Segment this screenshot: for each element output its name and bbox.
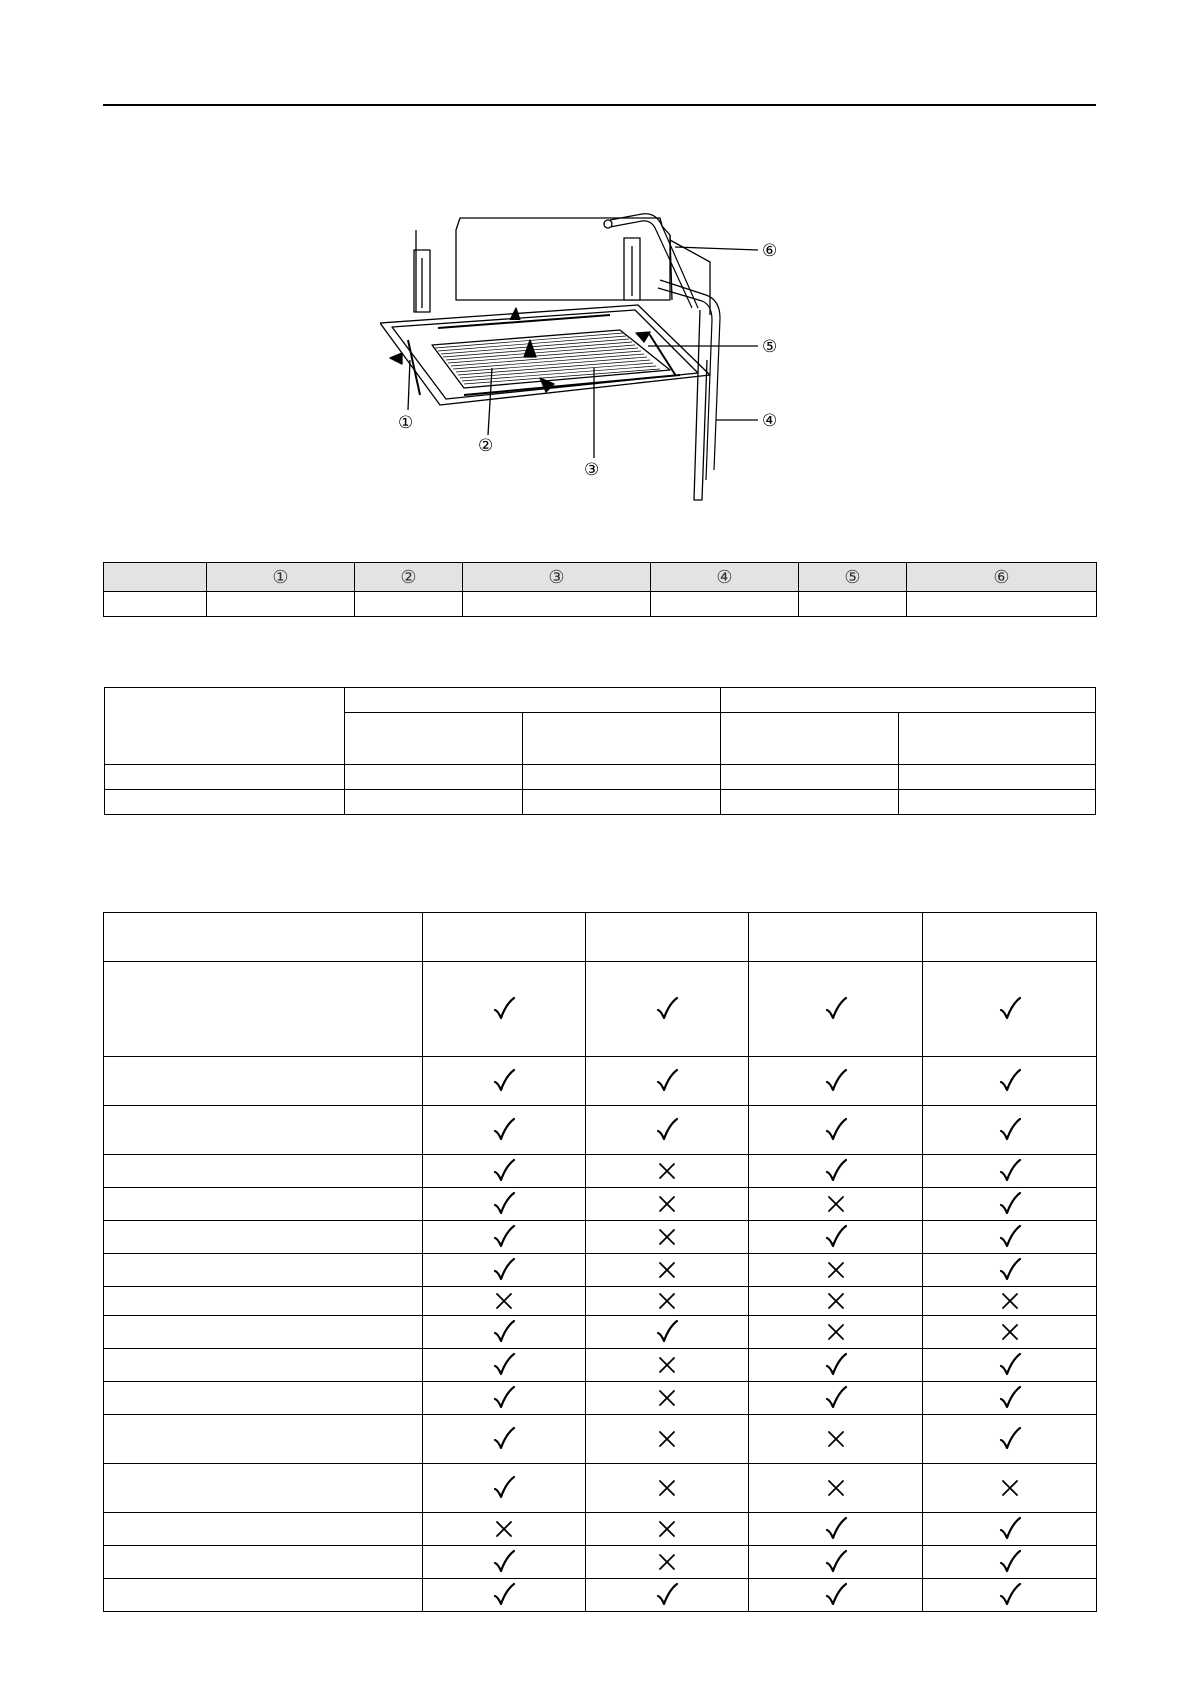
parts-body-row xyxy=(104,592,1097,617)
spec-group-header xyxy=(721,688,1096,713)
function-label xyxy=(104,1155,423,1188)
cross-icon xyxy=(655,1257,679,1283)
cross-icon xyxy=(998,1288,1022,1314)
cross-icon xyxy=(655,1288,679,1314)
cross-icon xyxy=(824,1288,848,1314)
check-icon xyxy=(998,1068,1022,1094)
function-cell xyxy=(749,1546,923,1579)
check-icon xyxy=(998,1582,1022,1608)
cross-icon xyxy=(824,1191,848,1217)
check-icon xyxy=(492,1352,516,1378)
function-cell xyxy=(749,1316,923,1349)
function-cell xyxy=(586,1513,749,1546)
function-cell xyxy=(423,1513,586,1546)
check-icon xyxy=(655,996,679,1022)
function-row xyxy=(104,1254,1097,1287)
function-cell xyxy=(423,1057,586,1106)
function-cell xyxy=(923,1106,1097,1155)
function-cell xyxy=(586,1415,749,1464)
spec-cell xyxy=(523,790,721,815)
function-cell xyxy=(923,1382,1097,1415)
function-label xyxy=(104,1349,423,1382)
check-icon xyxy=(492,1475,516,1501)
cross-icon xyxy=(655,1385,679,1411)
function-cell xyxy=(923,1579,1097,1612)
function-label xyxy=(104,1057,423,1106)
function-cell xyxy=(749,1382,923,1415)
parts-header-cell: ⑥ xyxy=(907,563,1097,592)
function-cell xyxy=(749,1579,923,1612)
function-cell xyxy=(423,1221,586,1254)
spec-cell xyxy=(105,765,345,790)
function-row xyxy=(104,1188,1097,1221)
function-row xyxy=(104,1221,1097,1254)
spec-row xyxy=(105,790,1096,815)
function-label xyxy=(104,1316,423,1349)
check-icon xyxy=(824,1516,848,1542)
function-cell xyxy=(586,1349,749,1382)
spec-cell xyxy=(721,765,899,790)
check-icon xyxy=(998,1158,1022,1184)
cross-icon xyxy=(824,1426,848,1452)
callout-1: ① xyxy=(398,413,414,433)
function-header-row xyxy=(104,913,1097,962)
parts-header-cell: ① xyxy=(207,563,355,592)
function-cell xyxy=(749,1287,923,1316)
cross-icon xyxy=(655,1352,679,1378)
function-cell xyxy=(586,1188,749,1221)
cross-icon xyxy=(655,1224,679,1250)
cross-icon xyxy=(824,1475,848,1501)
check-icon xyxy=(492,1068,516,1094)
function-header-cell xyxy=(423,913,586,962)
function-cell xyxy=(423,1382,586,1415)
cross-icon xyxy=(998,1475,1022,1501)
function-label xyxy=(104,1287,423,1316)
function-label xyxy=(104,1579,423,1612)
parts-cell xyxy=(207,592,355,617)
spec-corner-cell xyxy=(105,688,345,765)
check-icon xyxy=(655,1117,679,1143)
check-icon xyxy=(655,1319,679,1345)
spec-table xyxy=(104,687,1096,815)
check-icon xyxy=(655,1582,679,1608)
spec-cell xyxy=(523,765,721,790)
function-cell xyxy=(586,1316,749,1349)
function-row xyxy=(104,1464,1097,1513)
function-cell xyxy=(586,1106,749,1155)
function-header-cell xyxy=(104,913,423,962)
function-cell xyxy=(749,1057,923,1106)
function-cell xyxy=(423,1349,586,1382)
function-row xyxy=(104,1349,1097,1382)
spec-group-header xyxy=(345,688,721,713)
function-row xyxy=(104,1106,1097,1155)
check-icon xyxy=(655,1068,679,1094)
check-icon xyxy=(998,1516,1022,1542)
check-icon xyxy=(824,1549,848,1575)
function-row xyxy=(104,1287,1097,1316)
check-icon xyxy=(492,1549,516,1575)
function-cell xyxy=(423,1254,586,1287)
function-cell xyxy=(423,1579,586,1612)
header-rule xyxy=(103,104,1096,106)
function-cell xyxy=(586,1287,749,1316)
function-cell xyxy=(586,1546,749,1579)
function-cell xyxy=(923,1221,1097,1254)
parts-cell xyxy=(463,592,651,617)
spec-sub-header xyxy=(523,713,721,765)
check-icon xyxy=(824,1117,848,1143)
check-icon xyxy=(824,1385,848,1411)
callout-6: ⑥ xyxy=(762,241,778,261)
cross-icon xyxy=(824,1257,848,1283)
function-cell xyxy=(423,1316,586,1349)
parts-cell xyxy=(799,592,907,617)
function-table xyxy=(103,912,1097,1612)
cross-icon xyxy=(655,1158,679,1184)
cross-icon xyxy=(655,1549,679,1575)
callout-3: ③ xyxy=(584,460,600,480)
function-cell xyxy=(586,1221,749,1254)
check-icon xyxy=(824,1352,848,1378)
parts-cell xyxy=(355,592,463,617)
function-cell xyxy=(586,1464,749,1513)
callout-5: ⑤ xyxy=(762,337,778,357)
check-icon xyxy=(998,1385,1022,1411)
check-icon xyxy=(998,1549,1022,1575)
function-cell xyxy=(423,1155,586,1188)
function-label xyxy=(104,1464,423,1513)
function-cell xyxy=(923,1513,1097,1546)
cross-icon xyxy=(655,1475,679,1501)
check-icon xyxy=(824,1224,848,1250)
spec-cell xyxy=(899,765,1096,790)
function-label xyxy=(104,1382,423,1415)
check-icon xyxy=(998,996,1022,1022)
function-row xyxy=(104,1155,1097,1188)
function-label xyxy=(104,1188,423,1221)
function-label xyxy=(104,1106,423,1155)
function-cell xyxy=(923,1188,1097,1221)
parts-cell xyxy=(907,592,1097,617)
spec-cell xyxy=(345,765,523,790)
parts-header-cell: ⑤ xyxy=(799,563,907,592)
function-cell xyxy=(423,1546,586,1579)
spec-row xyxy=(105,765,1096,790)
check-icon xyxy=(492,1385,516,1411)
function-row xyxy=(104,1057,1097,1106)
function-row xyxy=(104,962,1097,1057)
function-label xyxy=(104,1254,423,1287)
spec-sub-header xyxy=(899,713,1096,765)
function-cell xyxy=(923,1415,1097,1464)
function-cell xyxy=(423,1106,586,1155)
parts-header-cell: ③ xyxy=(463,563,651,592)
function-cell xyxy=(586,1057,749,1106)
function-row xyxy=(104,1579,1097,1612)
function-row xyxy=(104,1415,1097,1464)
check-icon xyxy=(492,1224,516,1250)
cassette-unit-icon xyxy=(380,200,880,550)
cross-icon xyxy=(492,1516,516,1542)
spec-group-header-row xyxy=(105,688,1096,713)
check-icon xyxy=(998,1352,1022,1378)
function-cell xyxy=(923,962,1097,1057)
check-icon xyxy=(492,1117,516,1143)
function-cell xyxy=(749,1155,923,1188)
function-cell xyxy=(749,1221,923,1254)
cross-icon xyxy=(655,1426,679,1452)
cross-icon xyxy=(655,1516,679,1542)
check-icon xyxy=(492,996,516,1022)
check-icon xyxy=(492,1582,516,1608)
spec-cell xyxy=(721,790,899,815)
parts-header-cell xyxy=(104,563,207,592)
function-label xyxy=(104,1415,423,1464)
parts-header-cell: ② xyxy=(355,563,463,592)
callout-4: ④ xyxy=(762,411,778,431)
parts-cell xyxy=(104,592,207,617)
parts-header-cell: ④ xyxy=(651,563,799,592)
check-icon xyxy=(492,1191,516,1217)
cross-icon xyxy=(824,1319,848,1345)
function-header-cell xyxy=(923,913,1097,962)
function-cell xyxy=(586,1155,749,1188)
spec-cell xyxy=(345,790,523,815)
function-cell xyxy=(423,1287,586,1316)
callout-2: ② xyxy=(478,436,494,456)
cross-icon xyxy=(492,1288,516,1314)
function-label xyxy=(104,1221,423,1254)
function-cell xyxy=(749,1513,923,1546)
function-cell xyxy=(423,1188,586,1221)
function-label xyxy=(104,962,423,1057)
function-row xyxy=(104,1513,1097,1546)
function-cell xyxy=(586,1579,749,1612)
function-cell xyxy=(749,1415,923,1464)
function-header-cell xyxy=(586,913,749,962)
function-cell xyxy=(586,1254,749,1287)
function-label xyxy=(104,1513,423,1546)
check-icon xyxy=(492,1158,516,1184)
check-icon xyxy=(824,1158,848,1184)
cross-icon xyxy=(655,1191,679,1217)
parts-table xyxy=(103,562,1097,617)
function-cell xyxy=(923,1349,1097,1382)
function-cell xyxy=(749,962,923,1057)
function-cell xyxy=(749,1106,923,1155)
function-cell xyxy=(423,1464,586,1513)
function-cell xyxy=(749,1464,923,1513)
function-cell xyxy=(586,962,749,1057)
function-cell xyxy=(749,1254,923,1287)
function-cell xyxy=(923,1546,1097,1579)
check-icon xyxy=(998,1257,1022,1283)
parts-cell xyxy=(651,592,799,617)
check-icon xyxy=(824,1068,848,1094)
function-row xyxy=(104,1316,1097,1349)
function-cell xyxy=(586,1382,749,1415)
check-icon xyxy=(492,1319,516,1345)
check-icon xyxy=(998,1117,1022,1143)
function-cell xyxy=(923,1287,1097,1316)
check-icon xyxy=(492,1257,516,1283)
spec-sub-header xyxy=(721,713,899,765)
function-cell xyxy=(923,1057,1097,1106)
unit-figure xyxy=(380,200,880,550)
function-cell xyxy=(923,1316,1097,1349)
function-header-cell xyxy=(749,913,923,962)
function-row xyxy=(104,1382,1097,1415)
function-cell xyxy=(423,962,586,1057)
function-cell xyxy=(923,1254,1097,1287)
function-cell xyxy=(923,1464,1097,1513)
function-label xyxy=(104,1546,423,1579)
function-cell xyxy=(749,1349,923,1382)
check-icon xyxy=(998,1224,1022,1250)
function-cell xyxy=(423,1415,586,1464)
check-icon xyxy=(824,1582,848,1608)
spec-cell xyxy=(899,790,1096,815)
check-icon xyxy=(492,1426,516,1452)
cross-icon xyxy=(998,1319,1022,1345)
check-icon xyxy=(998,1426,1022,1452)
spec-sub-header xyxy=(345,713,523,765)
spec-cell xyxy=(105,790,345,815)
check-icon xyxy=(998,1191,1022,1217)
parts-header-row xyxy=(104,563,1097,592)
check-icon xyxy=(824,996,848,1022)
function-cell xyxy=(749,1188,923,1221)
function-row xyxy=(104,1546,1097,1579)
function-cell xyxy=(923,1155,1097,1188)
